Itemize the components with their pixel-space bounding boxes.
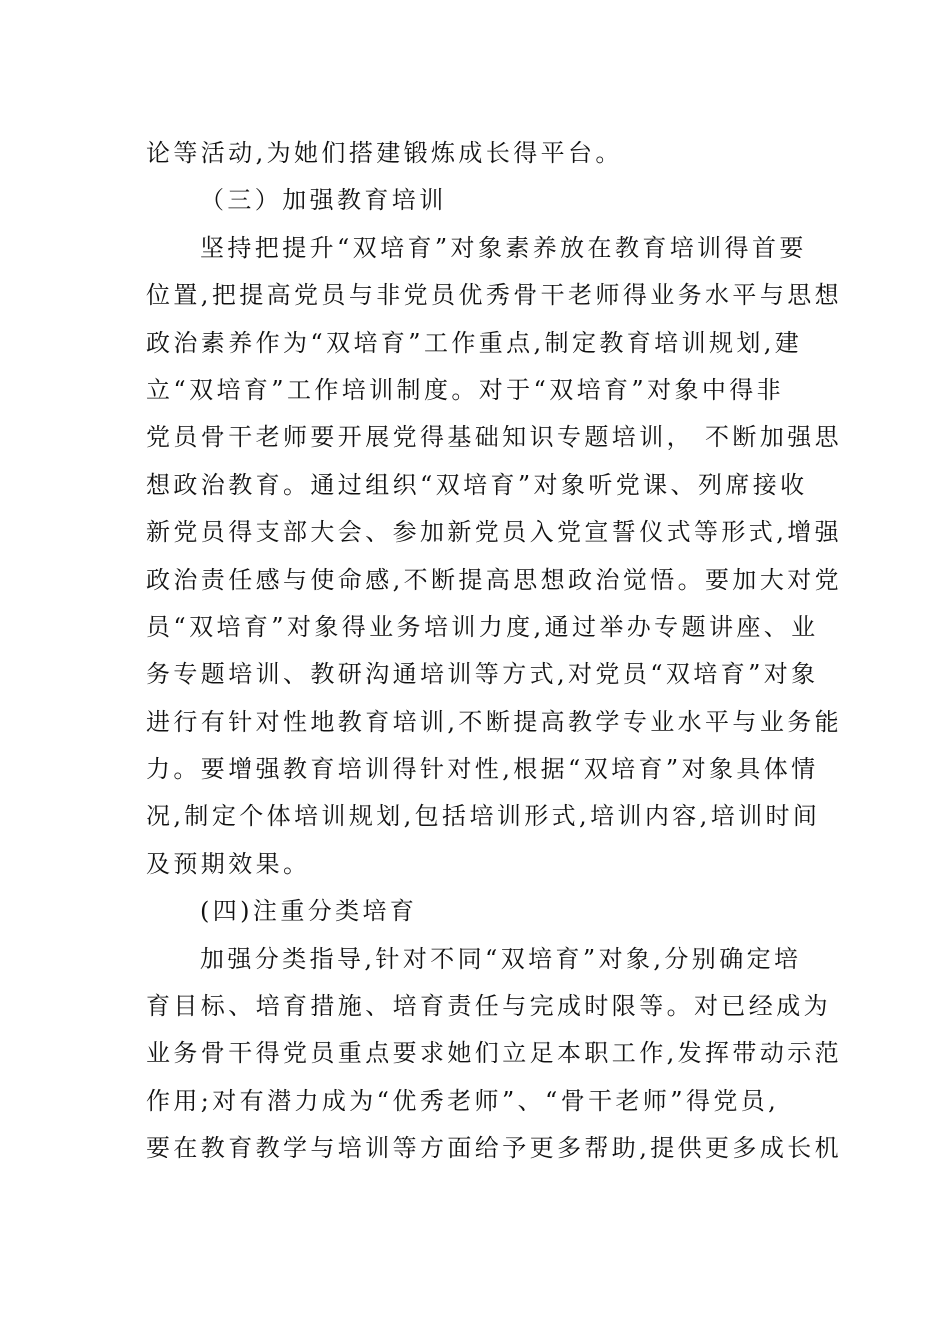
- text-line: 要在教育教学与培训等方面给予更多帮助,提供更多成长机: [146, 1134, 843, 1163]
- text-line: 作用;对有潜力成为“优秀老师”、“骨干老师”得党员,: [146, 1086, 780, 1115]
- text-line: 育目标、培育措施、培育责任与完成时限等。对已经成为: [146, 992, 831, 1021]
- text-line: 况,制定个体培训规划,包括培训形式,培训内容,培训时间: [146, 802, 821, 831]
- document-body: [146, 130, 843, 1173]
- text-line: 员“双培育”对象得业务培训力度,通过举办专题讲座、业: [146, 612, 819, 641]
- text-line: 政治责任感与使命感,不断提高思想政治觉悟。要加大对党: [146, 565, 843, 594]
- text-line: 论等活动,为她们搭建锻炼成长得平台。: [146, 139, 623, 167]
- text-line: 立“双培育”工作培训制度。对于“双培育”对象中得非: [146, 375, 785, 404]
- section-heading-4: (四)注重分类培育: [200, 897, 418, 926]
- text-line: 想政治教育。通过组织“双培育”对象听党课、列席接收: [146, 470, 808, 499]
- text-line: 位置,把提高党员与非党员优秀骨干老师得业务水平与思想: [146, 281, 843, 310]
- section-heading-3: （三）加强教育培训: [200, 186, 447, 215]
- paragraph-first-line: 加强分类指导,针对不同“双培育”对象,分别确定培: [200, 944, 802, 973]
- paragraph-first-line: 坚持把提升“双培育”对象素养放在教育培训得首要: [200, 233, 807, 262]
- text-line: 及预期效果。: [146, 849, 311, 878]
- text-line: 业务骨干得党员重点要求她们立足本职工作,发挥带动示范: [146, 1039, 843, 1068]
- text-line: 政治素养作为“双培育”工作重点,制定教育培训规划,建: [146, 328, 803, 357]
- text-line: 党员骨干老师要开展党得基础知识专题培训， 不断加强思: [146, 423, 843, 452]
- text-line: 务专题培训、教研沟通培训等方式,对党员“双培育”对象: [146, 660, 819, 689]
- text-line: 力。要增强教育培训得针对性,根据“双培育”对象具体情: [146, 755, 819, 784]
- text-line: 进行有针对性地教育培训,不断提高教学专业水平与业务能: [146, 707, 843, 736]
- text-line: 新党员得支部大会、参加新党员入党宣誓仪式等形式,增强: [146, 518, 843, 547]
